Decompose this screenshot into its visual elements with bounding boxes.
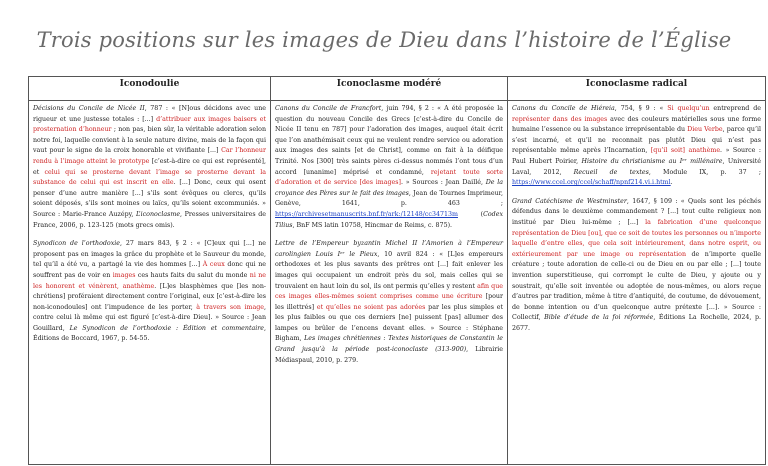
italic-text: Canons du Concile de Francfort [275,105,382,112]
body-text: , 27 mars 843, § 2 : « [C]eux qui [...] ne proposent pas en images la grâce du prophète et le Sauveur du monde, tel qu’il a été vu, a partagé la vie des hommes [...] [33,240,266,269]
body-text: . » Sources : Jean Daillé, [400,179,486,187]
body-text: , juin 794, § 2 : « A été proposée la question du nouveau Concile des Grecs [c’est-à-dire du Concile de Nicée II tenu en 787] pour l’adoration des images, auquel était écrit que l’on anathémisait ceux qui ne veulent rendre service ou adoration aux images des saints [et de Christ], comme on fait à la déifique Trinité. Nos [300] très saints pères ci-dessus nommés l’ont tous d’un accord [unanime] méprisé et condamné, [275,105,503,176]
body-text: donc qui ne souffrent pas de voir en [33,261,266,279]
italic-text: Les images chrétiennes : Textes historiques de Constantin le Grand jusqu’à la période post-iconoclaste (313-900) [275,335,503,354]
header-iconoclasme-modere: Iconoclasme modéré [271,77,508,101]
body-text: entreprend de [709,105,761,112]
quote-block [33,104,266,231]
italic-text: Décisions du Concile de Nicée II [33,105,145,112]
source-link[interactable]: https://www.ccel.org/ccel/schaff/npnf214.vi.i.html [512,179,671,187]
cell-iconodoulie [29,101,271,465]
highlighted-text: afin que ces images elles-mêmes soient comprises comme une écriture [275,282,503,301]
italic-text: L’iconoclasme [135,210,181,218]
body-text: . [...] Donc, ceux qui osent penser d’une autre manière [...] s’ils sont évêques ou clercs, qu’ils soient déposés, s’ils sont moines ou laïcs, qu’ils soient excommuniés. » Source : Marie-France Auzépy, [33,179,266,218]
body-text: [pour les illettrés] [275,293,503,311]
cell-iconoclasme-radical [508,101,766,465]
body-text: , 754, § 9 : « [614,105,668,112]
italic-text: Grand Catéchisme de Westminster [512,197,627,205]
body-text: , Université Laval, 2012, [512,157,762,176]
quote-block [33,239,266,345]
body-text: , 1647, § 109 : « Quels sont les péchés défendus dans le deuxième commandement ? [...] tout culte religieux non institué par Dieu lui-même ; [...] [512,197,761,226]
body-text: avec des couleurs matérielles sous une forme humaine l’essence ou la substance irreprésentable du [512,115,761,134]
quote-block [275,239,503,366]
highlighted-text: images [112,271,136,279]
italic-text: Codex Tilius [275,210,503,229]
quote-block [275,104,503,231]
italic-text: Bible d’étude de la foi réformée [544,314,654,322]
italic-text: Synodicon de l’orthodoxie [33,240,121,248]
table-header-row [29,77,766,101]
highlighted-text: ni ne les honorent et vénèrent, anathème [33,271,266,290]
highlighted-text: et qu’elles ne soient pas adorées [316,303,426,311]
cell-iconoclasme-modere [271,101,508,465]
quote-block [512,104,761,189]
quote-block [512,197,761,335]
body-text: , Presses universitaires de France, 2006, p. 123-125 (mots grecs omis). [33,210,266,229]
highlighted-text: [qu’il soit] anathème [650,147,721,155]
highlighted-text: rejetant toute sorte d’adoration et de service [des images] [275,168,504,187]
positions-table [28,76,766,465]
body-text: ces hauts faits du salut du monde [135,271,250,279]
italic-text: Lettre de l’Empereur byzantin Michel II l’Amorien à l’Empereur carolingien Louis Iᵉʳ le Pieux [275,240,503,258]
table-body-row [29,101,766,465]
body-text: . [L]es blasphèmes que [les non-chrétiens] proféraient directement contre l’original, eux [c’est-à-dire les non-iconodoules] ont l’impudence de les porter, [33,282,266,311]
highlighted-text: représenter dans des images [512,115,608,123]
highlighted-text: À ceux [202,261,225,269]
body-text: , Éditions La Rochelle, 2024, p. 2677. [512,314,761,332]
body-text: ; non pas, bien sûr, la véritable adoration selon notre foi, laquelle convient à la seule nature divine, mais de la façon qui vaut pour le signe de la croix honorable et vivifiante [...] [33,126,266,155]
body-text: , contre celui là même qui est figuré [c’est-à-dire Dieu]. » Source : Jean Gouillard, [33,303,266,332]
source-link[interactable]: https://archivesetmanuscrits.bnf.fr/ark:/12148/cc34713m [275,210,458,218]
italic-text: Histoire du christianisme au Iᵉʳ millénaire [581,157,723,165]
header-iconodoulie: Iconodoulie [29,77,271,101]
highlighted-text: , que ce soit de toutes les personnes ou n’importe laquelle d’entre elles, que cela soit intérieurement, dans notre esprit, ou extérieurement par une image ou représentation [512,229,761,258]
italic-text: De la croyance des Pères sur le fait des images [275,179,503,197]
body-text: par les plus simples et les plus faibles ou que ces derniers [ne] puissent [pas] allumer des lampes ou brûler de l’encens devant elles. » Source : Stéphane Bigham, [275,303,503,343]
body-text: , 787 : « [N]ous décidons avec une rigueur et une justesse totales : [...] [33,105,266,123]
highlighted-text: à travers son image [196,303,264,311]
highlighted-text: Si quelqu’un [667,105,710,112]
highlighted-text: Car l’honneur rendu à l’image atteint le prototype [33,147,266,165]
body-text: , parce qu’il s’est incarné, et qu’il ne reconnait pas plutôt Dieu qui n’est pas représentable même après l’Incarnation, [512,126,762,155]
body-text: [c’est-à-dire ce qui est représenté], et [33,157,266,176]
header-iconoclasme-radical: Iconoclasme radical [508,77,766,101]
body-text: ( [457,210,484,218]
body-text: , Module IX, p. 37 ; [648,168,761,176]
document-title: Trois positions sur les images de Dieu dans l’histoire de l’Église [36,28,732,52]
italic-text: Canons du Concile de Hiéreia [512,105,615,112]
body-text: , Éditions de Boccard, 1967, p. 54-55. [33,324,267,343]
body-text: . » Source : Paul Hubert Poirier, [512,147,761,165]
body-text: . [670,179,673,187]
body-text: , Librairie Médiaspaul, 2010, p. 279. [275,346,503,364]
body-text: , Jean de Tournes Imprimeur, Genève, 1641, p. 463 ; [275,189,503,208]
body-text: , 10 avril 824 : « [L]es empereurs orthodoxes et les plus savants des prêtres ont [...] fait enlever les images qui occupaient un endroit près du sol, mais celles qui se trouvaient en haut loin du sol, ils ont permis qu’elles y restent [275,250,503,290]
italic-text: Recueil de textes [573,168,649,176]
italic-text: Le Synodicon de l’orthodoxie : Édition et commentaire [69,324,264,332]
highlighted-text: la fabrication d’une quelconque représentation de Dieu [ou] [512,218,761,237]
highlighted-text: Dieu Verbe [687,126,723,134]
body-text: de n’importe quelle créature ; toute adoration de celle-ci ou de Dieu en ou par elle ; [...] toute invention superstitieuse, qui corrompt le culte de Dieu, y ajoute ou y soustrait, qu’elle soit inventée ou adoptée de nous-mêmes, ou alors reçue d’autres par tradition, même à titre d’antiquité, de coutume, de dévouement, de bonne intention ou d’un quelconque autre prétexte [...]. » Source : Collectif, [512,250,761,322]
highlighted-text: d’attribuer aux images baisers et prosternation d’honneur [33,115,267,134]
body-text: , BnF MS latin 10758, Hincmar de Reims, c. 875). [292,221,453,229]
highlighted-text: celui qui se prosterne devant l’image se prosterne devant la substance de celui qui est inscrit en elle [33,168,266,187]
